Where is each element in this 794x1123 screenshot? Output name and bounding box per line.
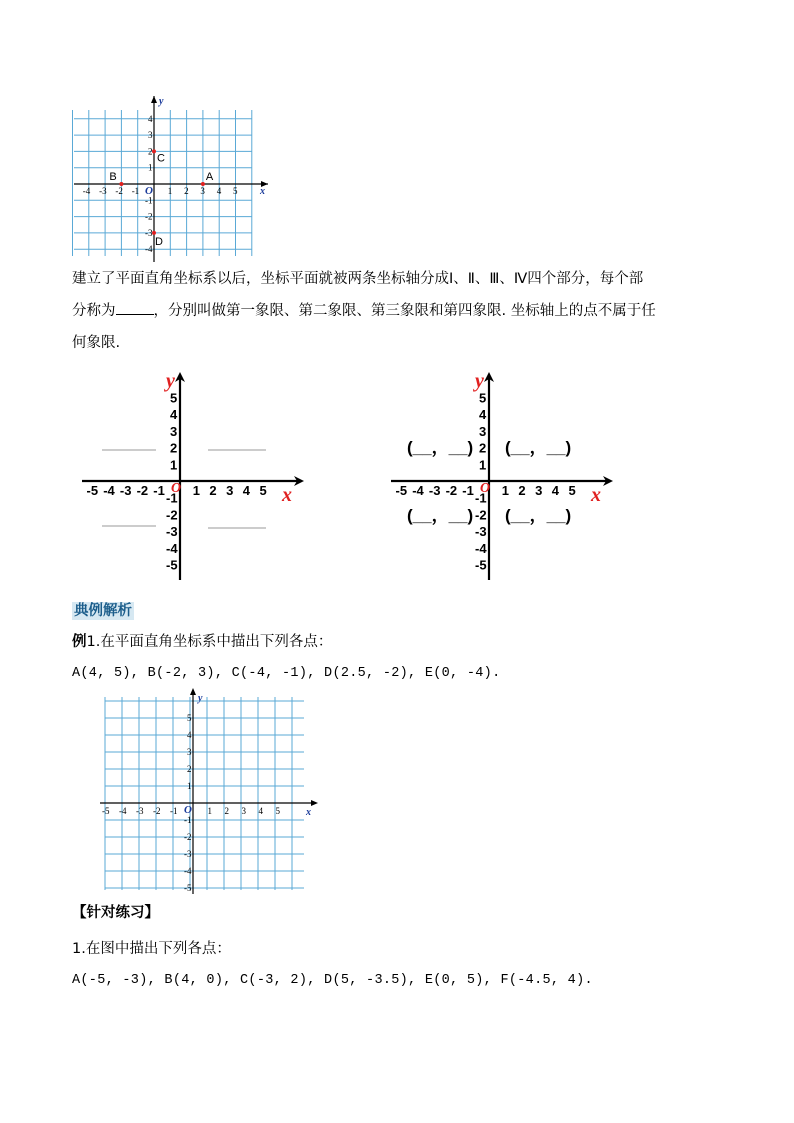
x-tick-label: 5 xyxy=(259,483,267,498)
x-tick-label: -3 xyxy=(136,806,144,816)
y-tick-label: -3 xyxy=(475,524,487,540)
x-tick-label: 4 xyxy=(551,483,560,498)
paragraph-line-1: 建立了平面直角坐标系以后，坐标平面就被两条坐标轴分成Ⅰ、Ⅱ、Ⅲ、Ⅳ四个部分，每个部 xyxy=(72,271,644,287)
x-tick-label: -4 xyxy=(103,483,115,498)
practice-q1-text: 1.在图中描出下列各点： xyxy=(72,941,231,957)
example-1-text: 1.在平面直角坐标系中描出下列各点： xyxy=(86,634,333,650)
y-tick-label: 2 xyxy=(187,764,192,774)
x-tick-label: 4 xyxy=(216,186,222,196)
x-tick-label: 5 xyxy=(233,186,238,196)
x-tick-label: -1 xyxy=(170,806,178,816)
x-tick-label: 2 xyxy=(184,186,189,196)
y-tick-label: -1 xyxy=(166,490,178,506)
x-tick-label: -5 xyxy=(102,806,110,816)
y-tick-label: 1 xyxy=(148,162,153,173)
y-tick-label: -1 xyxy=(184,815,192,825)
y-tick-label: 5 xyxy=(479,390,487,406)
x-tick-label: 2 xyxy=(518,483,526,498)
x-tick-label: 1 xyxy=(192,483,200,498)
x-tick-label: -1 xyxy=(462,483,474,498)
x-tick-label: 4 xyxy=(242,483,251,498)
y-tick-label: 2 xyxy=(170,440,178,456)
y-tick-label: 3 xyxy=(479,423,487,439)
y-tick-label: 5 xyxy=(187,713,192,723)
y-tick-label: -4 xyxy=(166,540,178,556)
y-tick-label: -2 xyxy=(145,211,153,222)
y-tick-label: -5 xyxy=(166,557,178,573)
y-tick-label: 4 xyxy=(148,113,153,124)
x-tick-label: -3 xyxy=(428,483,441,498)
point-label-B: B xyxy=(109,171,117,183)
x-tick-label: 1 xyxy=(207,806,212,816)
y-tick-label: 5 xyxy=(170,390,178,406)
y-axis-label: y xyxy=(159,96,164,107)
y-tick-label: -5 xyxy=(184,883,192,893)
y-tick-label: 1 xyxy=(170,457,178,473)
x-tick-label: 3 xyxy=(226,483,234,498)
coordinate-blank[interactable]: (__，__) xyxy=(505,506,572,525)
y-tick-label: -1 xyxy=(145,195,153,206)
x-tick-label: -3 xyxy=(99,186,107,196)
origin-label: O xyxy=(184,804,192,816)
y-tick-label: -4 xyxy=(184,866,192,876)
x-tick-label: -4 xyxy=(412,483,424,498)
y-tick-label: 1 xyxy=(479,457,487,473)
y-axis-label: y xyxy=(198,693,203,704)
y-tick-label: 4 xyxy=(170,407,178,423)
y-axis-label: y xyxy=(166,370,175,392)
y-tick-label: 2 xyxy=(148,146,153,157)
y-tick-label: -1 xyxy=(475,490,487,506)
example-1-points: A(4, 5), B(-2, 3), C(-4, -1), D(2.5, -2), E(0, -4). xyxy=(72,666,501,681)
x-tick-label: -2 xyxy=(136,483,149,498)
coordinate-blank[interactable]: (__，__) xyxy=(407,506,474,525)
paragraph-line-3: 何象限. xyxy=(72,335,121,351)
y-tick-label: -3 xyxy=(166,524,178,540)
y-tick-label: 3 xyxy=(187,747,192,757)
y-axis-arrow xyxy=(190,688,196,695)
x-axis-label: x xyxy=(306,807,311,818)
x-tick-label: -5 xyxy=(395,483,408,498)
example-label: 例 xyxy=(72,634,87,650)
x-tick-label: -5 xyxy=(86,483,99,498)
x-tick-label: 2 xyxy=(224,806,229,816)
x-tick-label: 3 xyxy=(241,806,246,816)
x-tick-label: -1 xyxy=(131,186,140,196)
origin-label: O xyxy=(145,185,153,197)
y-tick-label: -4 xyxy=(145,244,153,255)
y-tick-label: 1 xyxy=(187,781,192,791)
x-tick-label: 4 xyxy=(258,806,263,816)
y-tick-label: -2 xyxy=(184,832,192,842)
origin-label: O xyxy=(171,481,182,496)
paragraph-line-2a: 分称为 xyxy=(72,303,116,319)
x-tick-label: -4 xyxy=(82,186,91,196)
y-tick-label: 4 xyxy=(479,407,487,423)
x-tick-label: 3 xyxy=(535,483,543,498)
practice-q1-points: A(-5, -3), B(4, 0), C(-3, 2), D(5, -3.5), E(0, 5), F(-4.5, 4). xyxy=(72,973,593,988)
x-tick-label: -2 xyxy=(153,806,161,816)
paragraph-line-2b: ，分别叫做第一象限、第二象限、第三象限和第四象限. 坐标轴上的点不属于任 xyxy=(153,303,656,319)
y-tick-label: 3 xyxy=(148,130,153,141)
section-heading-text: 典例解析 xyxy=(74,603,132,619)
x-axis-label: x xyxy=(282,484,292,506)
y-tick-label: -2 xyxy=(475,507,487,523)
origin-label: O xyxy=(480,481,491,496)
coordinate-blank[interactable]: (__，__) xyxy=(505,438,572,457)
x-tick-label: 5 xyxy=(275,806,280,816)
x-tick-label: -1 xyxy=(153,483,165,498)
point-label-A: A xyxy=(205,171,214,183)
x-tick-label: -2 xyxy=(115,186,123,196)
x-axis-label: x xyxy=(591,484,601,506)
coordinate-blank[interactable]: (__，__) xyxy=(407,438,474,457)
x-tick-label: -2 xyxy=(445,483,458,498)
x-tick-label: 2 xyxy=(209,483,217,498)
x-tick-label: -4 xyxy=(119,806,127,816)
y-tick-label: 3 xyxy=(170,423,178,439)
y-axis-label: y xyxy=(475,370,484,392)
point-label-C: C xyxy=(157,152,165,165)
point-label-D: D xyxy=(155,235,163,248)
x-tick-label: 1 xyxy=(501,483,509,498)
y-tick-label: 2 xyxy=(479,440,487,456)
y-tick-label: -5 xyxy=(475,557,487,573)
x-tick-label: 1 xyxy=(167,186,173,196)
x-tick-label: 5 xyxy=(568,483,576,498)
y-tick-label: -3 xyxy=(184,849,192,859)
y-tick-label: -3 xyxy=(145,227,153,238)
x-axis-label: x xyxy=(260,186,265,197)
y-tick-label: -2 xyxy=(166,507,178,523)
x-axis-arrow xyxy=(311,800,318,806)
y-tick-label: 4 xyxy=(187,730,192,740)
x-tick-label: 3 xyxy=(200,186,205,196)
x-tick-label: -3 xyxy=(119,483,132,498)
practice-heading: 【针对练习】 xyxy=(72,905,159,921)
y-tick-label: -4 xyxy=(475,540,487,556)
